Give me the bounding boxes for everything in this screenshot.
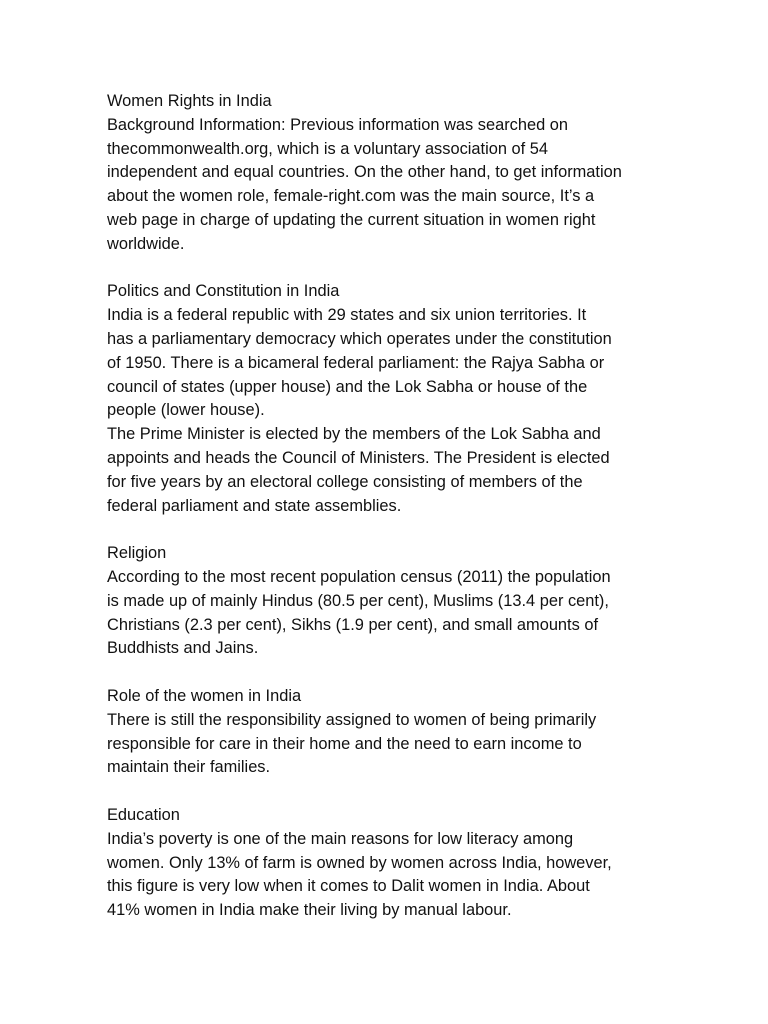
text-line: this figure is very low when it comes to Dalit women in India. About (107, 877, 590, 896)
text-line: federal parliament and state assemblies. (107, 496, 402, 515)
text-line: Background Information: Previous information was searched on (107, 115, 569, 134)
text-line: India’s poverty is one of the main reasons for low literacy among (107, 829, 574, 848)
text-line: There is still the responsibility assigned to women of being primarily (107, 710, 597, 729)
text-line: council of states (upper house) and the Lok Sabha or house of the (107, 377, 588, 396)
paragraph (107, 709, 667, 780)
section-women-rights-in-india (107, 90, 667, 257)
text-line: According to the most recent population census (2011) the population (107, 567, 611, 586)
section-heading: Religion (107, 544, 167, 563)
section-politics-and-constitution-in-india (107, 280, 667, 518)
text-line: web page in charge of updating the current situation in women right (107, 210, 596, 229)
section-education (107, 804, 667, 923)
section-role-of-the-women-in-india (107, 685, 667, 780)
text-line: about the women role, female-right.com was the main source, It’s a (107, 187, 595, 206)
text-line: has a parliamentary democracy which operates under the constitution (107, 329, 612, 348)
section-religion (107, 542, 667, 661)
text-line: 41% women in India make their living by manual labour. (107, 901, 512, 920)
text-line: Christians (2.3 per cent), Sikhs (1.9 per cent), and small amounts of (107, 615, 599, 634)
text-line: The Prime Minister is elected by the members of the Lok Sabha and (107, 425, 601, 444)
text-line: people (lower house). (107, 401, 265, 420)
text-line: worldwide. (107, 234, 185, 253)
text-line: appoints and heads the Council of Ministers. The President is elected (107, 448, 610, 467)
text-line: responsible for care in their home and the need to earn income to (107, 734, 582, 753)
paragraph (107, 566, 667, 661)
section-heading: Role of the women in India (107, 686, 302, 705)
section-heading: Women Rights in India (107, 92, 272, 110)
paragraph (107, 828, 667, 923)
text-line: independent and equal countries. On the other hand, to get information (107, 163, 622, 182)
text-line: is made up of mainly Hindus (80.5 per cent), Muslims (13.4 per cent), (107, 591, 609, 610)
text-line: thecommonwealth.org, which is a voluntary association of 54 (107, 139, 548, 158)
text-line: of 1950. There is a bicameral federal parliament: the Rajya Sabha or (107, 353, 605, 372)
text-line: Buddhists and Jains. (107, 639, 259, 658)
paragraph (107, 304, 667, 423)
text-line: women. Only 13% of farm is owned by women across India, however, (107, 853, 612, 872)
section-heading: Politics and Constitution in India (107, 282, 340, 301)
document-body (107, 90, 667, 947)
section-heading: Education (107, 805, 180, 824)
paragraph (107, 114, 667, 257)
text-line: maintain their families. (107, 758, 271, 777)
text-line: India is a federal republic with 29 states and six union territories. It (107, 306, 587, 325)
text-line: for five years by an electoral college consisting of members of the (107, 472, 583, 491)
paragraph (107, 423, 667, 518)
